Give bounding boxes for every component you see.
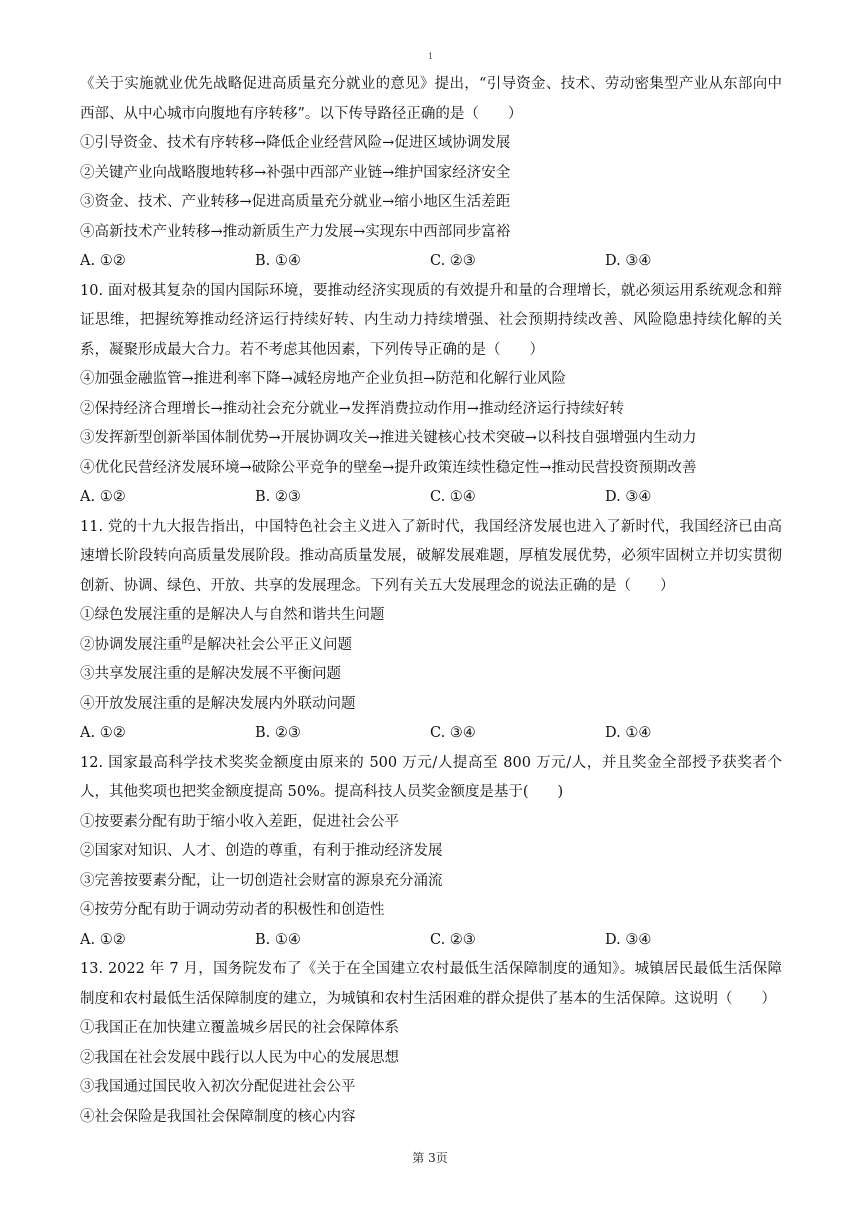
question-11-option-4: ④开放发展注重的是解决发展内外联动问题	[80, 695, 356, 712]
choice-a: A. ①②	[80, 931, 126, 948]
question-11-option-1: ①绿色发展注重的是解决人与自然和谐共生问题	[80, 607, 385, 623]
question-10-option-3: ③发挥新型创新举国体制优势→开展协调攻关→推进关键核心技术突破→以科技自强增强内生动力	[80, 430, 697, 446]
header-mark: 1	[428, 52, 434, 61]
choice-d: D. ③④	[605, 931, 652, 948]
choice-d: D. ①④	[605, 725, 652, 741]
question-10-choices	[80, 483, 782, 513]
question-13-stem: 13. 2022 年 7 月，国务院发布了《关于在全国建立农村最低生活保障制度的通知》。城镇居民最低生活保障制度和农村最低生活保障制度的建立，为城镇和农村生活困难的群众提供了基本的生活保障。这说明（ ）	[80, 961, 782, 1007]
choice-b: B. ①④	[255, 253, 301, 269]
question-11-option-2	[80, 631, 782, 661]
question-10-option-1: ④加强金融监管→推进利率下降→减轻房地产企业负担→防范和化解行业风险	[80, 371, 566, 387]
choice-b: B. ①④	[255, 931, 301, 948]
question-13-option-3: ③我国通过国民收入初次分配促进社会公平	[80, 1079, 356, 1095]
question-12-choices	[80, 926, 782, 956]
question-12-option-4: ④按劳分配有助于调动劳动者的积极性和创造性	[80, 902, 385, 918]
question-12-stem: 12. 国家最高科学技术奖奖金额度由原来的 500 万元/人提高至 800 万元/人，并且奖金全部授予获奖者个人，其他奖项也把奖金额度提高 50%。提高科技人员奖金额度是基于( )	[80, 754, 782, 800]
question-content	[80, 70, 782, 1132]
question-11-choices	[80, 719, 782, 749]
question-10-option-4: ④优化民营经济发展环境→破除公平竞争的壁垒→提升政策连续性稳定性→推动民营投资预期改善	[80, 459, 697, 476]
page-number: 第 3页	[412, 1151, 448, 1165]
question-12	[80, 749, 782, 956]
question-9-option-2: ②关键产业向战略腹地转移→补强中西部产业链→维护国家经济安全	[80, 164, 511, 181]
question-13	[80, 955, 782, 1132]
question-12-option-1: ①按要素分配有助于缩小收入差距，促进社会公平	[80, 813, 399, 830]
choice-c: C. ①④	[430, 489, 476, 505]
question-9	[80, 70, 782, 277]
question-10	[80, 277, 782, 513]
question-13-option-2: ②我国在社会发展中践行以人民为中心的发展思想	[80, 1049, 399, 1066]
question-9-option-1: ①引导资金、技术有序转移→降低企业经营风险→促进区域协调发展	[80, 135, 511, 151]
choice-c: C. ②③	[430, 931, 476, 948]
option-2-raised-glyph: 的	[181, 632, 193, 646]
question-13-option-1: ①我国正在加快建立覆盖城乡居民的社会保障体系	[80, 1020, 399, 1036]
choice-d: D. ③④	[605, 253, 652, 269]
choice-b: B. ②③	[255, 489, 301, 505]
choice-a: A. ①②	[80, 725, 126, 741]
question-11-option-3: ③共享发展注重的是解决发展不平衡问题	[80, 666, 341, 682]
choice-b: B. ②③	[255, 725, 301, 741]
choice-c: C. ③④	[430, 725, 476, 741]
question-10-option-2: ②保持经济合理增长→推动社会充分就业→发挥消费拉动作用→推动经济运行持续好转	[80, 400, 624, 417]
question-13-option-4: ④社会保险是我国社会保障制度的核心内容	[80, 1108, 356, 1125]
question-9-choices	[80, 247, 782, 277]
question-11-stem: 11. 党的十九大报告指出，中国特色社会主义进入了新时代，我国经济发展也进入了新时代，我国经济已由高速增长阶段转向高质量发展阶段。推动高质量发展，破解发展难题，厚植发展优势，必须牢固树立并切实贯彻创新、协调、绿色、开放、共享的发展理念。下列有关五大发展理念的说法正确的是（ ）	[80, 518, 782, 594]
option-2-suffix: 是解决社会公平正义问题	[192, 636, 352, 653]
question-11	[80, 513, 782, 749]
question-12-option-3: ③完善按要素分配，让一切创造社会财富的源泉充分涌流	[80, 872, 443, 889]
question-9-option-3: ③资金、技术、产业转移→促进高质量充分就业→缩小地区生活差距	[80, 194, 511, 210]
option-2-prefix: ②协调发展注重	[80, 636, 182, 653]
choice-a: A. ①②	[80, 489, 126, 505]
choice-d: D. ③④	[605, 489, 652, 505]
question-10-stem: 10. 面对极其复杂的国内国际环境，要推动经济实现质的有效提升和量的合理增长，就必须运用系统观念和辩证思维，把握统筹推动经济运行持续好转、内生动力持续增强、社会预期持续改善、风险隐患持续化解的关系，凝聚形成最大合力。若不考虑其他因素，下列传导正确的是（ ）	[80, 282, 782, 358]
choice-a: A. ①②	[80, 253, 126, 269]
question-9-option-4: ④高新技术产业转移→推动新质生产力发展→实现东中西部同步富裕	[80, 223, 511, 240]
question-12-option-2: ②国家对知识、人才、创造的尊重，有利于推动经济发展	[80, 843, 443, 859]
question-9-stem: 《关于实施就业优先战略促进高质量充分就业的意见》提出，“引导资金、技术、劳动密集型产业从东部向中西部、从中心城市向腹地有序转移”。以下传导路径正确的是（ ）	[80, 76, 782, 122]
choice-c: C. ②③	[430, 253, 476, 269]
